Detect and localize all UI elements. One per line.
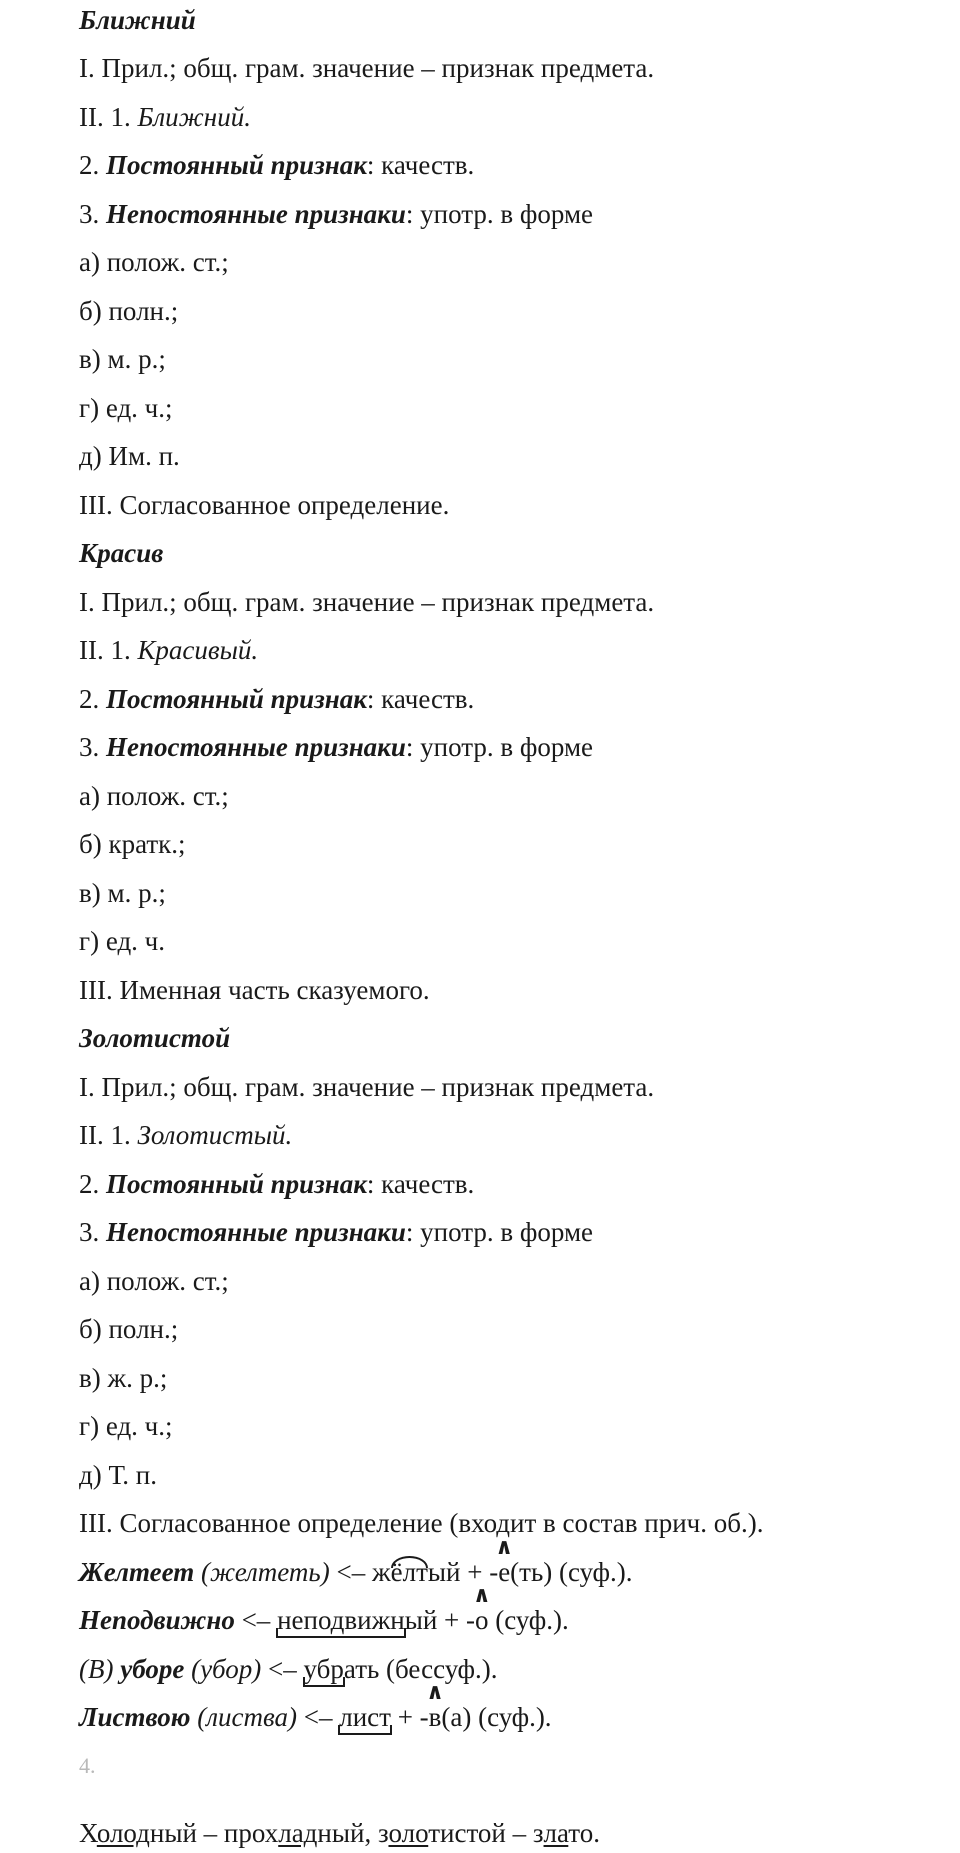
line-suffix: : качеств.: [366, 684, 475, 714]
underlined-letters: оло: [388, 1818, 429, 1848]
task-number: 4.: [79, 1753, 96, 1778]
analysis-line-syntactic-role: III. Согласованное определение.: [79, 490, 450, 520]
word-formation-listvoyu: [79, 1697, 552, 1737]
analysis-line-syntactic-role: III. Согласованное определение (входит в состав прич. об.).: [79, 1508, 764, 1538]
analysis-line-initial-form: [79, 630, 258, 670]
bold-term: Постоянный признак: [106, 1169, 367, 1199]
derivation-arrow: <–: [234, 1605, 278, 1635]
line-prefix: II. 1.: [79, 102, 138, 132]
underlined-letters: ла: [543, 1818, 569, 1848]
suffix-mark: ∧ в: [429, 1697, 442, 1737]
text-run: Х: [79, 1818, 97, 1848]
line-prefix: 2.: [79, 684, 106, 714]
analysis-line-initial-form: [79, 97, 251, 137]
initial-form: Красивый.: [137, 635, 259, 665]
morph-text: ж: [371, 1557, 391, 1587]
line-prefix: 3.: [79, 732, 106, 762]
feature-item: б) полн.;: [79, 1314, 179, 1344]
analysis-line-variable-features: [79, 194, 593, 234]
feature-item: б) кратк.;: [79, 829, 186, 859]
morph-text: (ть) (суф.).: [510, 1557, 633, 1587]
morph-text: ый + -: [404, 1605, 476, 1635]
line-suffix: : качеств.: [366, 1169, 475, 1199]
derivation-arrow: <–: [296, 1702, 340, 1732]
derivation-arrow: <–: [261, 1654, 304, 1684]
feature-item: в) м. р.;: [79, 344, 166, 374]
feature-item: в) ж. р.;: [79, 1363, 168, 1393]
feature-item: а) полож. ст.;: [79, 781, 229, 811]
word-formation-zhelteet: [79, 1552, 632, 1592]
morph-text: ый + -: [427, 1557, 499, 1587]
initial-form: Золотистый.: [137, 1120, 293, 1150]
analysis-line-part-of-speech: I. Прил.; общ. грам. значение – признак предмета.: [79, 1072, 655, 1102]
base-word: (желтеть): [194, 1557, 330, 1587]
analysis-line-syntactic-role: III. Именная часть сказуемого.: [79, 975, 430, 1005]
suffix-mark: ∧ о: [475, 1600, 489, 1640]
word-heading-krasiv: Красив: [79, 538, 164, 568]
word-heading-blizhniy: Ближний: [79, 5, 196, 35]
analysis-line-constant-feature: [79, 679, 474, 719]
initial-form: Ближний.: [137, 102, 251, 132]
base-word: (листва): [190, 1702, 297, 1732]
text-run: ный – прох: [149, 1818, 279, 1848]
line-prefix: II. 1.: [79, 635, 138, 665]
stem-mark: убр: [304, 1649, 344, 1689]
bold-term: Непостоянные признаки: [106, 199, 406, 229]
line-prefix: 2.: [79, 1169, 106, 1199]
derivation-arrow: <–: [329, 1557, 372, 1587]
root-mark: ёлт: [391, 1552, 428, 1592]
analyzed-word: Желтеет: [79, 1557, 195, 1587]
line-prefix: 2.: [79, 150, 106, 180]
feature-item: г) ед. ч.: [79, 926, 166, 956]
analysis-line-constant-feature: [79, 145, 474, 185]
line-prefix: II. 1.: [79, 1120, 138, 1150]
text-run: то.: [568, 1818, 600, 1848]
morph-text: ать (бессуф.).: [343, 1654, 498, 1684]
analyzed-word: Листвою: [79, 1702, 191, 1732]
feature-item: б) полн.;: [79, 296, 179, 326]
base-word: (убор): [184, 1654, 262, 1684]
stem-mark: неподвижн: [277, 1600, 405, 1640]
analysis-line-part-of-speech: I. Прил.; общ. грам. значение – признак предмета.: [79, 53, 655, 83]
underlined-letters: олод: [96, 1818, 150, 1848]
morph-text: + -: [390, 1702, 429, 1732]
text-run: ный, з: [317, 1818, 389, 1848]
underlined-letters: лад: [278, 1818, 318, 1848]
morph-text: (а) (суф.).: [441, 1702, 552, 1732]
feature-item: д) Т. п.: [79, 1460, 157, 1490]
suffix-mark: ∧ е: [498, 1552, 510, 1592]
analyzed-word: Неподвижно: [79, 1605, 235, 1635]
line-suffix: : употр. в форме: [405, 1217, 594, 1247]
word-formation-nepodvizhno: [79, 1600, 569, 1640]
word-heading-zolotistoy: Золотистой: [79, 1023, 231, 1053]
feature-item: г) ед. ч.;: [79, 1411, 173, 1441]
morph-text: (суф.).: [488, 1605, 569, 1635]
analysis-line-variable-features: [79, 727, 593, 767]
feature-item: а) полож. ст.;: [79, 247, 229, 277]
feature-item: в) м. р.;: [79, 878, 166, 908]
pleophony-line: [79, 1813, 600, 1853]
line-prefix: 3.: [79, 1217, 106, 1247]
feature-item: д) Им. п.: [79, 441, 180, 471]
bold-term: Непостоянные признаки: [106, 1217, 406, 1247]
analysis-line-part-of-speech: I. Прил.; общ. грам. значение – признак предмета.: [79, 587, 655, 617]
feature-item: а) полож. ст.;: [79, 1266, 229, 1296]
line-suffix: : качеств.: [366, 150, 475, 180]
preposition: (В): [79, 1654, 121, 1684]
bold-term: Постоянный признак: [106, 150, 367, 180]
analyzed-word: уборе: [120, 1654, 185, 1684]
analysis-line-variable-features: [79, 1212, 593, 1252]
text-run: тистой – з: [428, 1818, 544, 1848]
line-suffix: : употр. в форме: [405, 732, 594, 762]
feature-item: г) ед. ч.;: [79, 393, 173, 423]
bold-term: Непостоянные признаки: [106, 732, 406, 762]
stem-mark: лист: [339, 1697, 391, 1737]
analysis-line-constant-feature: [79, 1164, 474, 1204]
bold-term: Постоянный признак: [106, 684, 367, 714]
analysis-line-initial-form: [79, 1115, 292, 1155]
line-prefix: 3.: [79, 199, 106, 229]
line-suffix: : употр. в форме: [405, 199, 594, 229]
